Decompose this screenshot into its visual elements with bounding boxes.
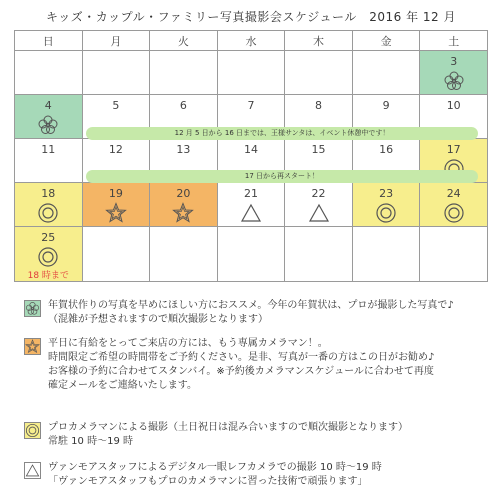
legend-text-line: プロカメラマンによる撮影（土日祝日は混み合いますので順次撮影となります）: [48, 422, 408, 433]
day-number: 13: [176, 143, 191, 156]
double-circle-icon: [37, 202, 59, 224]
day-number: 15: [311, 143, 326, 156]
legend-text-line: 確定メールをご連絡いたします。: [48, 380, 197, 391]
calendar-empty-cell: [82, 227, 150, 282]
triangle-icon: [240, 202, 262, 224]
day-number: 14: [243, 143, 258, 156]
calendar-week-row: [15, 51, 488, 95]
calendar-day-cell: [15, 227, 83, 282]
legend-text-line: 常駐 10 時〜19 時: [48, 436, 133, 447]
calendar-empty-cell: [150, 227, 218, 282]
calendar-empty-cell: [150, 51, 218, 95]
legend-item-clover: [24, 299, 484, 337]
weekday-fri: 金: [352, 31, 420, 51]
triangle-icon: [308, 202, 330, 224]
calendar-empty-cell: [82, 51, 150, 95]
page-title: キッズ・カップル・ファミリー写真撮影会スケジュール 2016 年 12 月: [46, 10, 456, 24]
weekday-wed: 水: [217, 31, 285, 51]
legend-triangle-icon: [24, 462, 41, 479]
legend-double-circle-icon: [24, 422, 41, 439]
calendar-day-cell: [420, 183, 488, 227]
calendar-day-cell: [82, 183, 150, 227]
legend-text-line: ヴァンモアスタッフによるデジタル一眼レフカメラでの撮影 10 時〜19 時: [48, 462, 382, 473]
day-number: 7: [247, 99, 255, 112]
legend-text-line: お客様の予約に合わせてスタンバイ。※予約後カメラマンスケジュールに合わせて再度: [48, 366, 434, 377]
day-number: 4: [44, 99, 52, 112]
day-number: 5: [112, 99, 120, 112]
calendar-empty-cell: [285, 51, 353, 95]
weekday-sun: 日: [15, 31, 83, 51]
calendar-empty-cell: [420, 227, 488, 282]
calendar-day-cell: [217, 183, 285, 227]
day-number: 16: [379, 143, 394, 156]
day-number: 25: [41, 231, 56, 244]
day-number: 6: [179, 99, 187, 112]
day-number: 23: [379, 187, 394, 200]
calendar-day-cell: [285, 183, 353, 227]
calendar-empty-cell: [217, 227, 285, 282]
day-number: 12: [108, 143, 123, 156]
legend-clover-icon: [24, 300, 41, 317]
weekday-sat: 土: [420, 31, 488, 51]
day-number: 24: [446, 187, 461, 200]
legend-text-line: 平日に有給をとってご来店の方には、もう専属カメラマン！。: [48, 338, 328, 349]
double-circle-icon: [443, 202, 465, 224]
legend-item-triangle: [24, 461, 484, 491]
calendar-day-cell: [420, 51, 488, 95]
day-number: 19: [108, 187, 123, 200]
calendar-day-cell: [15, 183, 83, 227]
calendar: [14, 30, 488, 282]
calendar-day-cell: [15, 95, 83, 139]
day-number: 11: [41, 143, 56, 156]
calendar-week-row: [15, 227, 488, 282]
legend-text-line: 「ヴァンモアスタッフもプロのカメラマンに習った技術で頑張ります」: [48, 476, 368, 487]
calendar-empty-cell: [285, 227, 353, 282]
notice-banner-santa: 12 月 5 日から 16 日までは、王様サンタは、イベント休憩中です！: [86, 127, 478, 140]
calendar-week-row: [15, 183, 488, 227]
calendar-empty-cell: [15, 51, 83, 95]
weekday-thu: 木: [285, 31, 353, 51]
double-circle-icon: [375, 202, 397, 224]
clover-icon: [443, 70, 465, 92]
legend-text-line: 年賀状作りの写真を早めにほしい方におススメ。今年の年賀状は、プロが撮影した写真で♪: [48, 300, 454, 311]
day-number: 9: [382, 99, 390, 112]
day-number: 3: [450, 55, 458, 68]
day-number: 17: [446, 143, 461, 156]
calendar-empty-cell: [217, 51, 285, 95]
legend-text-line: （混雑が予想されますので順次撮影となります）: [48, 314, 268, 325]
weekday-tue: 火: [150, 31, 218, 51]
day-number: 22: [311, 187, 326, 200]
weekday-mon: 月: [82, 31, 150, 51]
notice-banner-restart: 17 日から再スタート！: [86, 170, 478, 183]
star-icon: [105, 202, 127, 224]
star-icon: [172, 202, 194, 224]
day-number: 20: [176, 187, 191, 200]
clover-icon: [37, 114, 59, 136]
legend-item-double-circle: [24, 421, 484, 457]
calendar-empty-cell: [352, 227, 420, 282]
day-number: 18: [41, 187, 56, 200]
day-number: 21: [243, 187, 258, 200]
legend-text-line: 時間限定ご希望の時間帯をご予約ください。是非、写真が一番の方はこの日がお勧め♪: [48, 352, 435, 363]
day-number: 8: [315, 99, 323, 112]
legend-star-icon: [24, 338, 41, 355]
calendar-empty-cell: [352, 51, 420, 95]
double-circle-icon: [37, 246, 59, 268]
day-note: 18 時まで: [27, 271, 69, 281]
weekday-header-row: [15, 31, 488, 51]
day-number: 10: [446, 99, 461, 112]
calendar-day-cell: [15, 139, 83, 183]
legend-item-star: [24, 337, 484, 407]
calendar-day-cell: [150, 183, 218, 227]
calendar-day-cell: [352, 183, 420, 227]
